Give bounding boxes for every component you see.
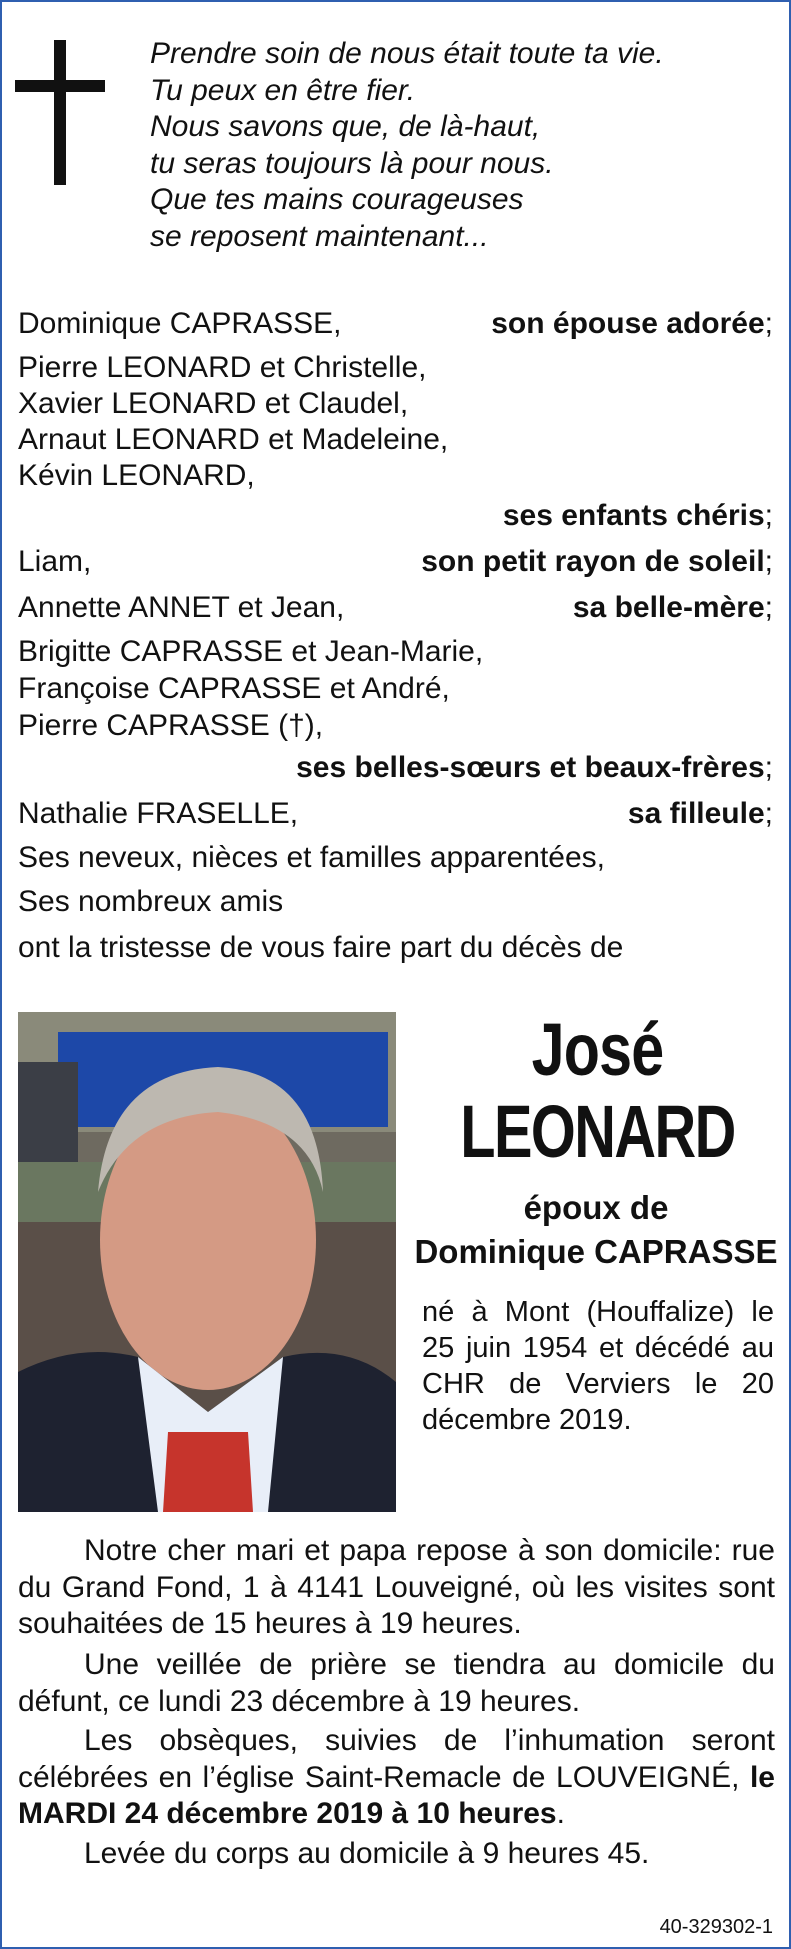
- family-line: Xavier LEONARD et Claudel,: [18, 387, 409, 420]
- family-line: Pierre LEONARD et Christelle,: [18, 351, 427, 384]
- birth-death-details: né à Mont (Houffalize) le 25 juin 1954 et décédé au CHR de Verviers le 20 décembre 2019.: [422, 1296, 774, 1436]
- family-line: Arnaut LEONARD et Madeleine,: [18, 423, 449, 456]
- family-line: Ses nombreux amis: [18, 885, 284, 918]
- deceased-last-name: LEONARD: [460, 1090, 735, 1173]
- family-line: Ses neveux, nièces et familles apparentées,: [18, 841, 606, 874]
- poem-line: Prendre soin de nous était toute ta vie.: [150, 37, 664, 70]
- family-line: Brigitte CAPRASSE et Jean-Marie,: [18, 635, 484, 668]
- deceased-first-name: José: [531, 1008, 664, 1091]
- family-line: Kévin LEONARD,: [18, 459, 255, 492]
- family-line: ont la tristesse de vous faire part du décès de: [18, 931, 624, 964]
- family-line: Liam, son petit rayon de soleil;: [18, 545, 773, 578]
- poem-line: Nous savons que, de là-haut,: [150, 110, 541, 143]
- family-line: Annette ANNET et Jean, sa belle-mère;: [18, 591, 773, 624]
- poem: [150, 36, 664, 255]
- notice-paragraph: Une veillée de prière se tiendra au domicile du défunt, ce lundi 23 décembre à 19 heures.: [18, 1648, 775, 1718]
- poem-line: tu seras toujours là pour nous.: [150, 146, 554, 180]
- poem-line: Que tes mains courageuses: [150, 183, 524, 216]
- family-role: ses enfants chéris;: [502, 499, 773, 532]
- family-line: Dominique CAPRASSE, son épouse adorée;: [18, 307, 773, 340]
- cross-icon: [15, 40, 105, 185]
- family-role: ses belles-sœurs et beaux-frères;: [296, 751, 773, 784]
- family-line: Françoise CAPRASSE et André,: [18, 672, 450, 705]
- portrait-photo: [18, 1012, 396, 1512]
- family-line: Nathalie FRASELLE, sa filleule;: [18, 797, 773, 830]
- notice-paragraph: Les obsèques, suivies de l’inhumation seront célébrées en l’église Saint-Remacle de LOUVEIGNÉ, le MARDI 24 décembre 2019 à 10 heures.: [18, 1724, 775, 1830]
- reference-number: 40-329302-1: [659, 1916, 773, 1938]
- poem-line: se reposent maintenant...: [150, 219, 489, 253]
- notice-paragraph: Levée du corps au domicile à 9 heures 45.: [84, 1837, 650, 1870]
- spouse-info: époux de Dominique CAPRASSE: [414, 1189, 778, 1270]
- portrait-illustration: [18, 1012, 396, 1512]
- notice-paragraph: Notre cher mari et papa repose à son domicile: rue du Grand Fond, 1 à 4141 Louveigné, où les visites sont souhaitées de 15 heures à 19 heures.: [18, 1534, 775, 1640]
- family-line: Pierre CAPRASSE (†),: [18, 709, 324, 742]
- poem-line: Tu peux en être fier.: [150, 73, 416, 107]
